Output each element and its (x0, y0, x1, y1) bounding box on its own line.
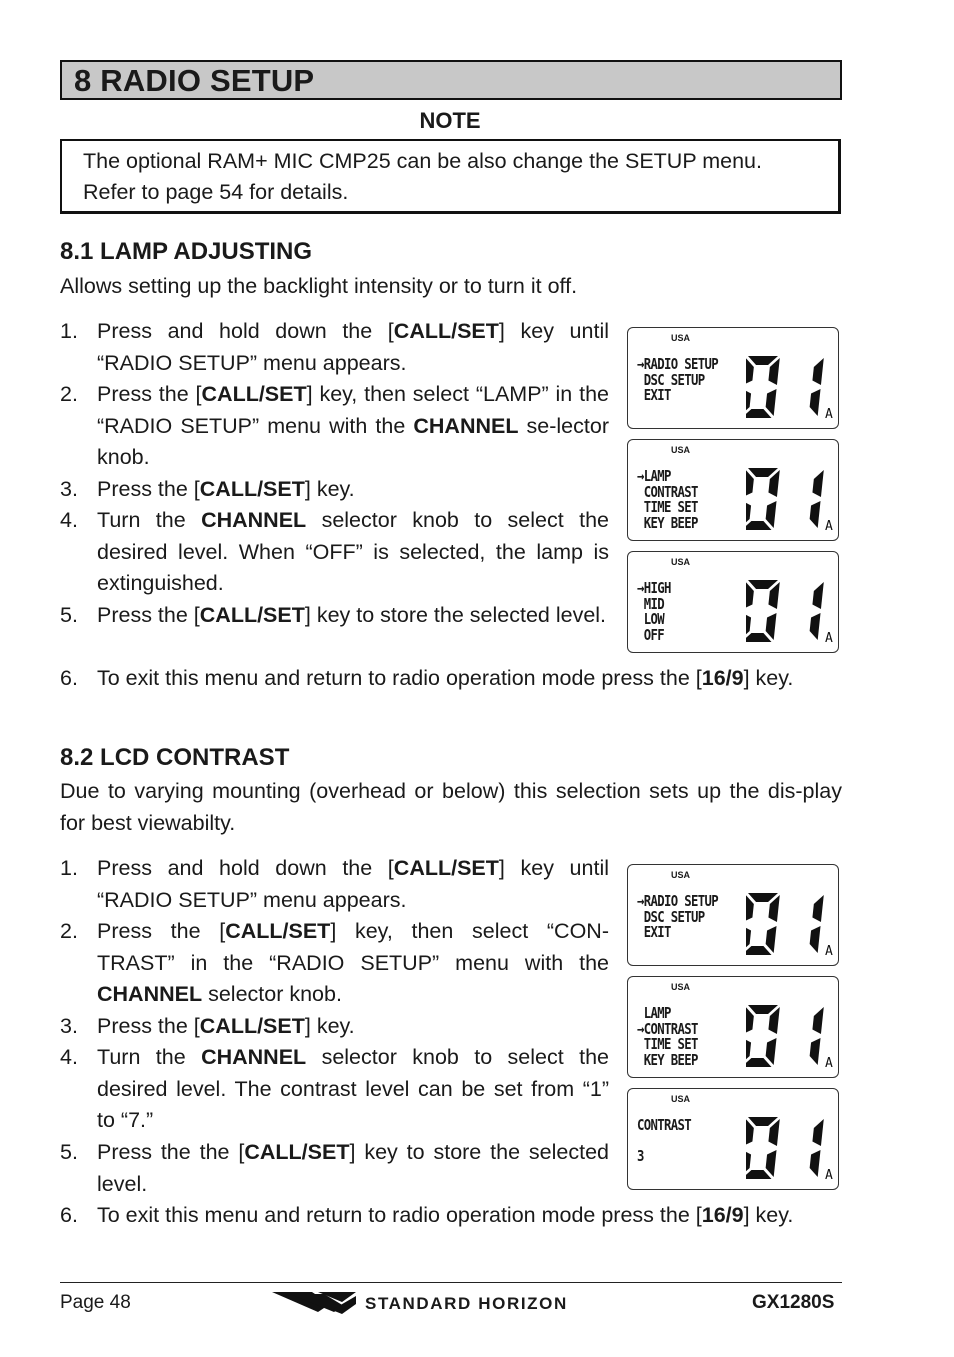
lcd-segment (746, 633, 772, 642)
footer-divider (60, 1282, 842, 1283)
lcd-suffix: A (825, 944, 833, 958)
lcd-menu: →HIGH MID LOW OFF (637, 579, 671, 644)
lcd-segment (765, 613, 777, 640)
lcd-segment (812, 470, 824, 497)
lcd-suffix: A (825, 631, 833, 645)
lcd-segment (746, 521, 772, 530)
lcd-screen: USA →LAMP CONTRAST TIME SET KEY BEEP A (627, 439, 839, 541)
lcd-segment (812, 1007, 824, 1034)
lcd-segment (809, 926, 821, 953)
standard-horizon-logo-icon (272, 1290, 358, 1316)
lcd-suffix: A (825, 1168, 833, 1182)
page-number: Page 48 (60, 1292, 131, 1313)
channel-digits (746, 356, 836, 421)
lcd-menu: →LAMP CONTRAST TIME SET KEY BEEP (637, 467, 698, 532)
lcd-segment (747, 1005, 778, 1014)
lcd-segment (746, 1058, 772, 1067)
lcd-segment (746, 946, 772, 955)
lcd-segment (809, 501, 821, 528)
lcd-segment (765, 926, 777, 953)
channel-digits (746, 468, 836, 533)
lcd-screen: USA CONTRAST 3 A (627, 1088, 839, 1190)
lcd-segment (746, 409, 772, 418)
section-title-contrast: 8.2 LCD CONTRAST (60, 744, 290, 771)
channel-digits (746, 1005, 836, 1070)
lcd-menu: CONTRAST 3 (637, 1116, 692, 1165)
channel-digits (746, 893, 836, 958)
lcd-suffix: A (825, 519, 833, 533)
lcd-menu: →RADIO SETUP DSC SETUP EXIT (637, 355, 719, 404)
brand-name: STANDARD HORIZON (365, 1294, 568, 1313)
lcd-segment (812, 358, 824, 385)
lcd-screen: USA →RADIO SETUP DSC SETUP EXIT A (627, 327, 839, 429)
lcd-screen: USA LAMP →CONTRAST TIME SET KEY BEEP A (627, 976, 839, 1078)
lcd-segment (812, 582, 824, 609)
chapter-header (60, 60, 842, 100)
lcd-segment (812, 895, 824, 922)
lcd-segment (765, 1150, 777, 1177)
lcd-segment (746, 1170, 772, 1179)
lcd-suffix: A (825, 1056, 833, 1070)
lcd-segment (747, 1117, 778, 1126)
note-label: NOTE (419, 108, 481, 133)
lcd-segment (765, 501, 777, 528)
lcd-segment (809, 1150, 821, 1177)
lcd-segment (747, 356, 778, 365)
lcd-segment (747, 893, 778, 902)
note-line-1: The optional RAM+ MIC CMP25 can be also change the SETUP menu. (83, 149, 762, 173)
lcd-screen: USA →HIGH MID LOW OFF A (627, 551, 839, 653)
lcd-segment (809, 613, 821, 640)
section-lead-lamp: Allows setting up the backlight intensity or to turn it off. (60, 274, 578, 298)
section-lead-contrast: Due to varying mounting (overhead or below) this selection sets up the dis-play for best viewabilty. (60, 779, 842, 835)
channel-digits (746, 1117, 836, 1182)
lcd-segment (765, 1038, 777, 1065)
note-box (60, 139, 841, 214)
section-title-lamp: 8.1 LAMP ADJUSTING (60, 238, 313, 265)
lcd-segment (747, 580, 778, 589)
chapter-title: 8 RADIO SETUP (74, 63, 315, 98)
lcd-screen: USA →RADIO SETUP DSC SETUP EXIT A (627, 864, 839, 966)
model-number: GX1280S (752, 1292, 835, 1313)
lcd-menu: LAMP →CONTRAST TIME SET KEY BEEP (637, 1004, 698, 1069)
channel-digits (746, 580, 836, 645)
lcd-segment (809, 1038, 821, 1065)
note-line-2: Refer to page 54 for details. (83, 180, 349, 204)
lcd-segment (747, 468, 778, 477)
lcd-segment (809, 389, 821, 416)
lcd-menu: →RADIO SETUP DSC SETUP EXIT (637, 892, 719, 941)
lcd-segment (765, 389, 777, 416)
lcd-segment (812, 1119, 824, 1146)
lcd-suffix: A (825, 407, 833, 421)
